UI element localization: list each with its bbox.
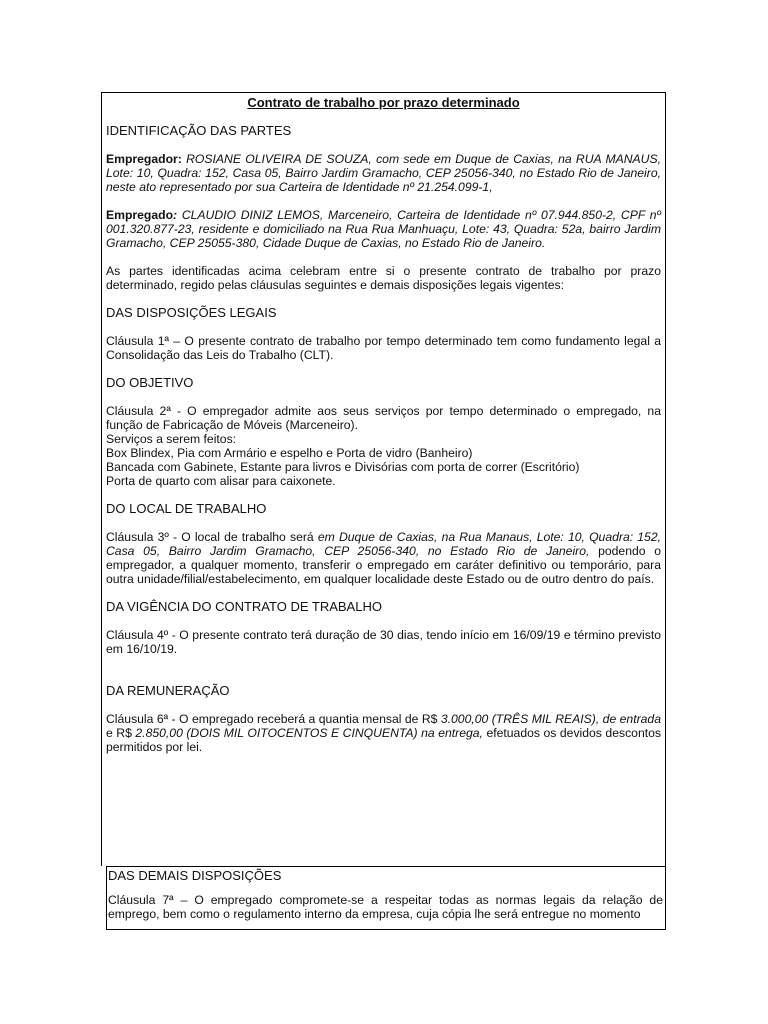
clausula-3-start: Cláusula 3º - O local de trabalho será [106, 530, 318, 544]
clausula-3-address: em Duque de Caxias, na Rua Manaus, Lote: 10, Quadra: 152, Casa 05, Bairro Jardim Gramacho, CEP 25056-340, no Estado Rio de Janeiro, [106, 530, 662, 558]
servicos-line: Porta de quarto com alisar para caixonete. [106, 474, 336, 488]
section-heading-demais: DAS DEMAIS DISPOSIÇÕES [108, 868, 282, 883]
section-heading-vigencia: DA VIGÊNCIA DO CONTRATO DE TRABALHO [106, 599, 382, 614]
servicos-line: Bancada com Gabinete, Estante para livros e Divisórias com porta de correr (Escritório) [106, 460, 580, 474]
clausula-3-end: podendo o empregador, a qualquer momento, transferir o empregado em caráter definitivo ou temporário, para outra unidade/filial/estabelecimento, em qualquer localidade deste Estado ou de outro dentro do país. [106, 544, 662, 586]
document-title: Contrato de trabalho por prazo determinado [247, 95, 520, 110]
empregado-label: Empregado [106, 208, 174, 222]
section-heading-local: DO LOCAL DE TRABALHO [106, 501, 267, 516]
section-heading-objetivo: DO OBJETIVO [106, 375, 194, 390]
empregador-label: Empregador: [106, 152, 182, 166]
clausula-1: Cláusula 1ª – O presente contrato de trabalho por tempo determinado tem como fundamento legal a Consolidação das Leis do Trabalho (CLT). [106, 334, 661, 362]
clausula-4: Cláusula 4º - O presente contrato terá duração de 30 dias, tendo início em 16/09/19 e término previsto em 16/10/19. [106, 628, 661, 656]
valor-mensal: 3.000,00 (TRÊS MIL REAIS), de entrada [440, 712, 661, 726]
clausula-6-conector: e R$ [106, 726, 136, 740]
valor-entrega: 2.850,00 (DOIS MIL OITOCENTOS E CINQUENTA) na entrega, [135, 726, 483, 740]
empregador-paragraph [106, 152, 661, 194]
partes-paragraph: As partes identificadas acima celebram entre si o presente contrato de trabalho por prazo determinado, regido pelas cláusulas seguintes e demais disposições legais vigentes: [106, 264, 661, 292]
servicos-line: Serviços a serem feitos: [106, 432, 237, 446]
section-heading-disposicoes-legais: DAS DISPOSIÇÕES LEGAIS [106, 305, 277, 320]
empregador-details: ROSIANE OLIVEIRA DE SOUZA, com sede em Duque de Caxias, na RUA MANAUS, Lote: 10, Quadra: 152, Casa 05, Bairro Jardim Gramacho, CEP 25056-340, no Estado Rio de Janeiro, neste ato representado por sua Carteira de Identidade nº 21.254.099-1, [106, 152, 661, 194]
clausula-7: Cláusula 7ª – O empregado compromete-se a respeitar todas as normas legais da relação de emprego, bem como o regulamento interno da empresa, cuja cópia lhe será entregue no momento [108, 893, 663, 921]
clausula-2: Cláusula 2ª - O empregador admite aos seus serviços por tempo determinado o empregado, na função de Fabricação de Móveis (Marceneiro). [106, 404, 661, 432]
contract-page [101, 92, 666, 866]
contract-continuation [106, 866, 666, 930]
clausula-3 [106, 530, 661, 586]
empregado-details: CLAUDIO DINIZ LEMOS, Marceneiro, Carteira de Identidade nº 07.944.850-2, CPF nº 001.320.877-23, residente e domiciliado na Rua Rua Manhuaçu, Lote: 43, Quadra: 52a, bairro Jardim Gramacho, CEP 25055-380, Cidade Duque de Caxias, no Estado Rio de Janeiro. [106, 208, 661, 250]
empregado-colon: : [173, 208, 178, 222]
servicos-line: Box Blindex, Pia com Armário e espelho e Porta de vidro (Banheiro) [106, 446, 473, 460]
empregado-paragraph [106, 208, 661, 250]
clausula-6-end: efetuados os devidos descontos permitidos por lei. [106, 726, 661, 754]
clausula-6 [106, 712, 661, 754]
clausula-6-start: Cláusula 6ª - O empregado receberá a quantia mensal de R$ [106, 712, 441, 726]
section-heading-remuneracao: DA REMUNERAÇÃO [106, 683, 230, 698]
section-heading-identificacao: IDENTIFICAÇÃO DAS PARTES [106, 123, 292, 138]
